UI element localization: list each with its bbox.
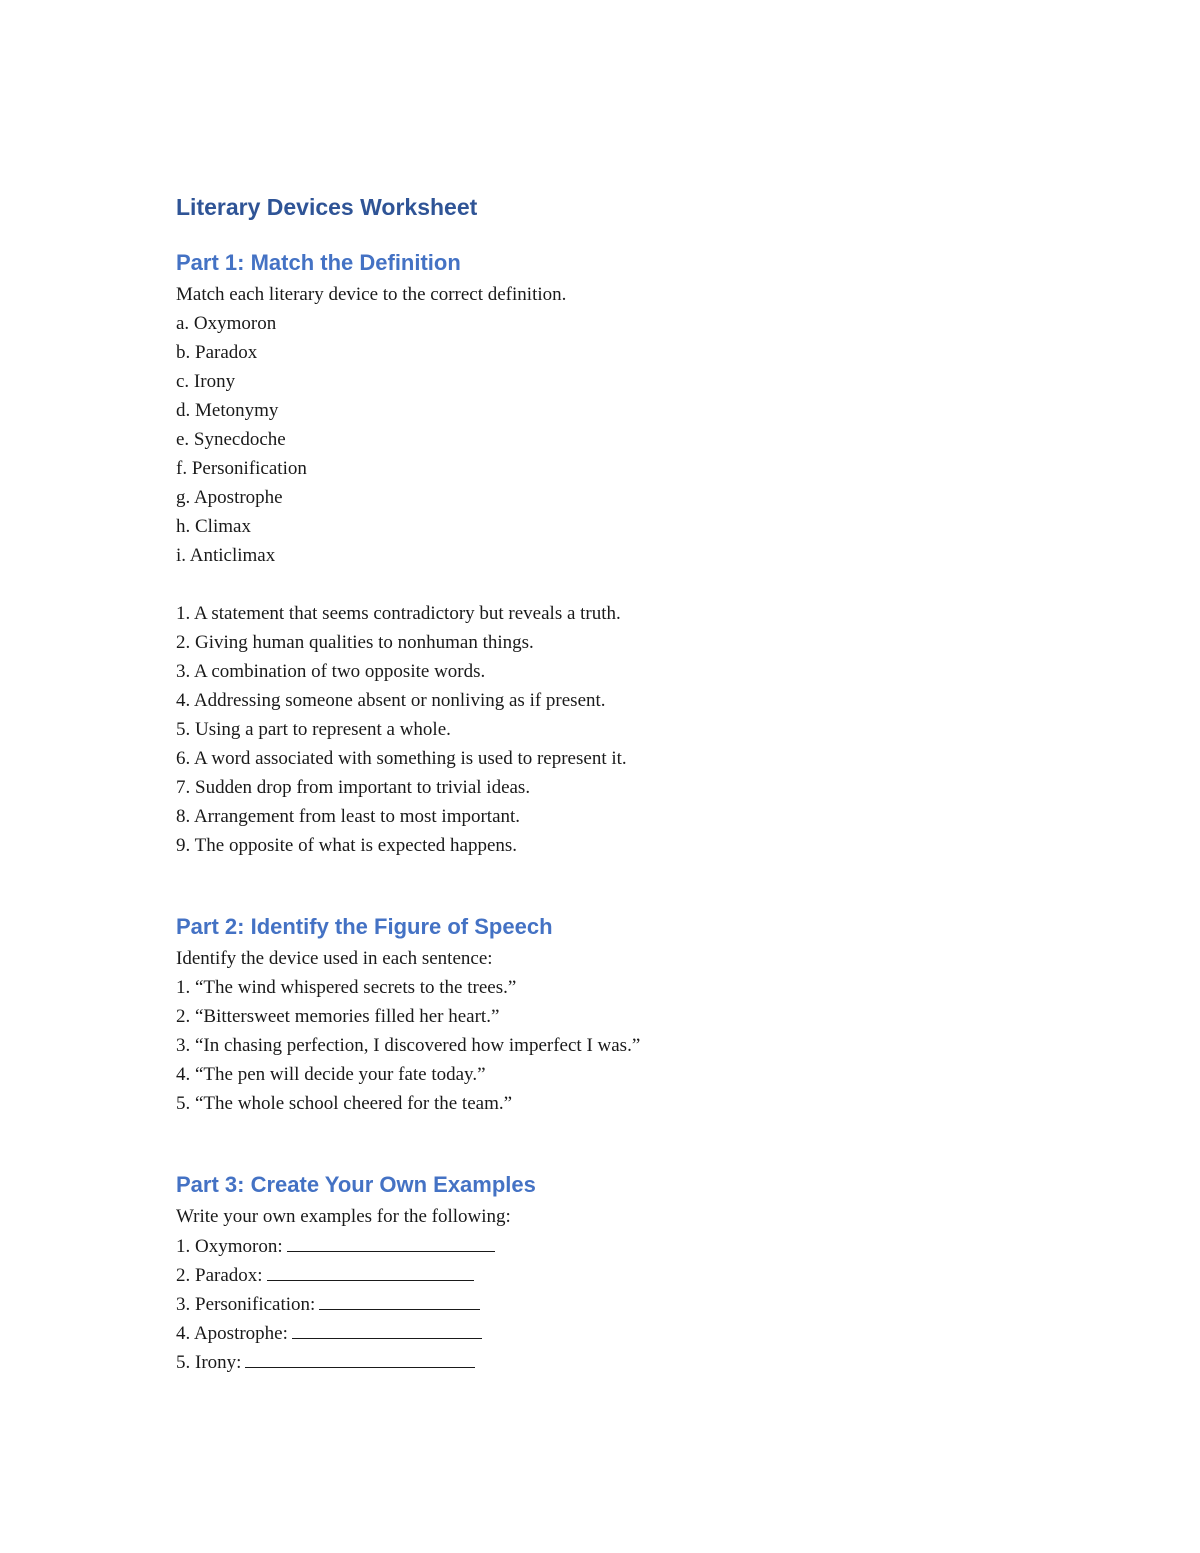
definition-item: 8. Arrangement from least to most important. — [176, 806, 521, 827]
prompt-item — [176, 1231, 1076, 1260]
sentence-item: 3. “In chasing perfection, I discovered how imperfect I was.” — [176, 1035, 641, 1056]
prompt-list — [176, 1231, 1076, 1376]
device-list — [176, 309, 1076, 570]
sentence-item: 4. “The pen will decide your fate today.” — [176, 1064, 486, 1085]
answer-blank[interactable] — [267, 1260, 474, 1281]
definition-list — [176, 599, 1076, 860]
prompt-label: 2. Paradox: — [176, 1265, 263, 1286]
answer-blank[interactable] — [245, 1347, 475, 1368]
definition-item: 6. A word associated with something is used to represent it. — [176, 748, 627, 769]
device-item: c. Irony — [176, 371, 236, 392]
device-item: d. Metonymy — [176, 400, 279, 421]
device-item: g. Apostrophe — [176, 487, 283, 508]
worksheet-page — [176, 190, 1076, 1376]
definition-item: 7. Sudden drop from important to trivial ideas. — [176, 777, 531, 798]
prompt-item — [176, 1289, 1076, 1318]
part2-instruction: Identify the device used in each sentence: — [176, 948, 493, 969]
part3-section — [176, 1168, 1076, 1376]
prompt-item — [176, 1347, 1076, 1376]
prompt-label: 4. Apostrophe: — [176, 1323, 288, 1344]
answer-blank[interactable] — [292, 1318, 482, 1339]
document-title: Literary Devices Worksheet — [176, 194, 478, 220]
part2-heading: Part 2: Identify the Figure of Speech — [176, 914, 553, 939]
answer-blank[interactable] — [319, 1289, 480, 1310]
sentence-list — [176, 973, 1076, 1118]
part3-instruction: Write your own examples for the following: — [176, 1206, 511, 1227]
sentence-item: 2. “Bittersweet memories filled her heart.” — [176, 1006, 500, 1027]
part1-section — [176, 246, 1076, 860]
device-item: b. Paradox — [176, 342, 258, 363]
device-item: h. Climax — [176, 516, 251, 537]
prompt-label: 1. Oxymoron: — [176, 1236, 283, 1257]
definition-item: 2. Giving human qualities to nonhuman things. — [176, 632, 534, 653]
definition-item: 5. Using a part to represent a whole. — [176, 719, 451, 740]
device-item: a. Oxymoron — [176, 313, 277, 334]
part1-heading: Part 1: Match the Definition — [176, 250, 461, 275]
prompt-label: 3. Personification: — [176, 1294, 316, 1315]
prompt-item — [176, 1260, 1076, 1289]
answer-blank[interactable] — [287, 1231, 495, 1252]
sentence-item: 1. “The wind whispered secrets to the trees.” — [176, 977, 517, 998]
definition-item: 3. A combination of two opposite words. — [176, 661, 486, 682]
definition-item: 4. Addressing someone absent or nonliving as if present. — [176, 690, 606, 711]
device-item: i. Anticlimax — [176, 545, 276, 566]
prompt-label: 5. Irony: — [176, 1352, 242, 1373]
definition-item: 1. A statement that seems contradictory but reveals a truth. — [176, 603, 621, 624]
part3-heading: Part 3: Create Your Own Examples — [176, 1172, 536, 1197]
prompt-item — [176, 1318, 1076, 1347]
part1-instruction: Match each literary device to the correct definition. — [176, 284, 567, 305]
sentence-item: 5. “The whole school cheered for the team.” — [176, 1093, 513, 1114]
device-item: e. Synecdoche — [176, 429, 286, 450]
part2-section — [176, 910, 1076, 1118]
device-item: f. Personification — [176, 458, 307, 479]
definition-item: 9. The opposite of what is expected happens. — [176, 835, 518, 856]
